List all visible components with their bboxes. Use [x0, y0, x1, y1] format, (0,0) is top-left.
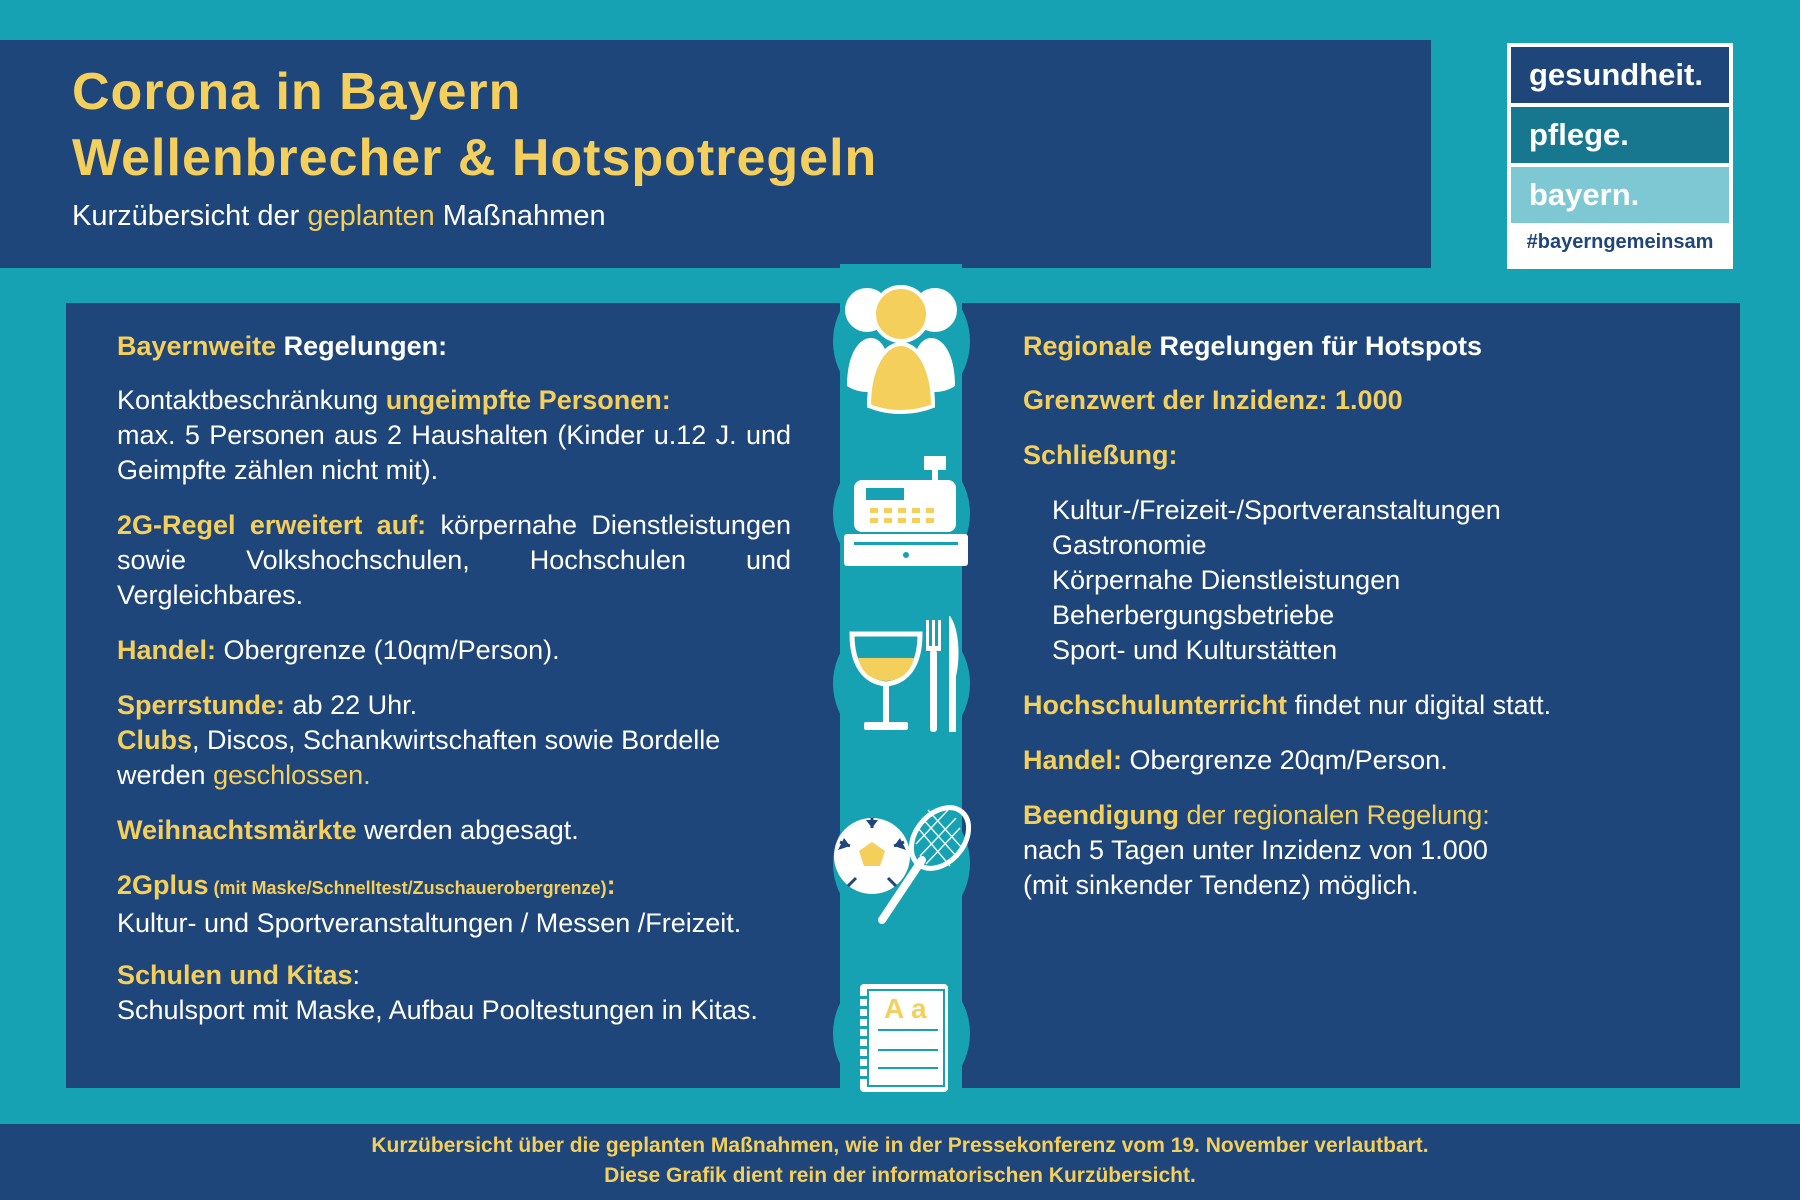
cash-register-icon — [840, 456, 972, 568]
clubs-end: . — [363, 760, 371, 790]
schulen-colon: : — [352, 960, 361, 990]
subtitle-after: Maßnahmen — [434, 200, 606, 232]
weihnachtsmaerkte-highlight: Weihnachtsmärkte — [117, 815, 357, 845]
notebook-icon — [854, 982, 954, 1094]
right-handel-highlight: Handel: — [1023, 745, 1123, 775]
clubs-highlight: Clubs — [117, 725, 193, 755]
kontakt-body: max. 5 Personen aus 2 Haushalten (Kinder u.12 J. und Geimpfte zählen nicht mit). — [117, 420, 791, 485]
logo-bayern: bayern. — [1511, 167, 1729, 223]
beendigung-body-2: (mit sinkender Tendenz) möglich. — [1023, 870, 1419, 900]
left-heading-highlight: Bayernweite — [117, 331, 277, 361]
regel-2g-block — [117, 508, 791, 613]
subtitle — [72, 200, 606, 233]
hochschul-block — [1023, 688, 1643, 723]
weihnachtsmaerkte-body: werden abgesagt. — [356, 815, 579, 845]
schulen-block — [117, 958, 791, 1028]
ministry-logo — [1507, 43, 1733, 269]
schulen-highlight: Schulen und Kitas — [117, 960, 353, 990]
schliessung-heading: Schließung: — [1023, 440, 1178, 470]
left-heading-rest: Regelungen: — [276, 331, 448, 361]
footer-line-1: Kurzübersicht über die geplanten Maßnahmen, wie in der Pressekonferenz vom 19. November verlautbart. — [371, 1134, 1429, 1157]
2gplus-note: (mit Maske/Schnelltest/Zuschauerobergrenze) — [208, 878, 607, 898]
people-icon — [835, 276, 967, 416]
list-item: Körpernahe Dienstleistungen — [1052, 565, 1401, 595]
beendigung-block — [1023, 798, 1643, 903]
schulen-body: Schulsport mit Maske, Aufbau Pooltestungen in Kitas. — [117, 995, 758, 1025]
clubs-body: , Discos, Schankwirtschaften sowie Bordelle werden — [117, 725, 721, 790]
right-heading-rest: Regelungen für Hotspots — [1152, 331, 1483, 361]
right-handel-block — [1023, 743, 1643, 778]
footer-line-2: Diese Grafik dient rein der informatorischen Kurzübersicht. — [604, 1164, 1196, 1187]
subtitle-highlight: geplanten — [307, 200, 435, 232]
right-heading-highlight: Regionale — [1023, 331, 1153, 361]
regel-2g-highlight: 2G-Regel erweitert auf: — [117, 510, 427, 540]
sperrstunde-body: ab 22 Uhr. — [285, 690, 418, 720]
regel-2g-body: körpernahe Dienstleistungen sowie Volkshochschulen, Hochschulen und Vergleichbares. — [117, 510, 791, 610]
clubs-closed: geschlossen — [213, 760, 364, 790]
hochschul-highlight: Hochschulunterricht — [1023, 690, 1288, 720]
2gplus-highlight: 2Gplus — [117, 870, 209, 900]
list-item: Kultur-/Freizeit-/Sportveranstaltungen — [1052, 495, 1501, 525]
left-heading — [117, 329, 791, 364]
logo-pflege: pflege. — [1511, 107, 1729, 163]
kontakt-label: Kontaktbeschränkung — [117, 385, 386, 415]
gastronomy-icon — [838, 612, 968, 742]
header-banner — [0, 40, 1431, 268]
right-handel-body: Obergrenze 20qm/Person. — [1122, 745, 1448, 775]
right-heading — [1023, 329, 1643, 364]
2gplus-block — [117, 868, 791, 941]
footer-banner — [0, 1124, 1800, 1200]
2gplus-colon: : — [606, 870, 616, 900]
beendigung-highlight: Beendigung — [1023, 800, 1179, 830]
sports-icon — [830, 798, 975, 934]
sperrstunde-block — [117, 688, 791, 793]
list-item: Sport- und Kulturstätten — [1052, 635, 1338, 665]
logo-gesundheit: gesundheit. — [1511, 47, 1729, 103]
list-item: Gastronomie — [1052, 530, 1207, 560]
weihnachtsmaerkte-block — [117, 813, 791, 848]
logo-hashtag: #bayerngemeinsam — [1526, 231, 1714, 253]
hochschul-body: findet nur digital statt. — [1287, 690, 1552, 720]
title-line-2: Wellenbrecher & Hotspotregeln — [72, 129, 878, 187]
handel-block — [117, 633, 791, 668]
handel-highlight: Handel: — [117, 635, 217, 665]
kontakt-highlight: ungeimpfte Personen: — [385, 385, 671, 415]
beendigung-rest: der regionalen Regelung: — [1179, 800, 1490, 830]
schliessung-list — [1052, 493, 1501, 668]
subtitle-before: Kurzübersicht der — [72, 200, 308, 232]
handel-body: Obergrenze (10qm/Person). — [216, 635, 560, 665]
notebook-letters: A a — [884, 993, 927, 1024]
kontakt-block — [117, 383, 791, 488]
sperrstunde-highlight: Sperrstunde: — [117, 690, 286, 720]
title-line-1: Corona in Bayern — [72, 63, 522, 121]
beendigung-body-1: nach 5 Tagen unter Inzidenz von 1.000 — [1023, 835, 1488, 865]
2gplus-body: Kultur- und Sportveranstaltungen / Messen /Freizeit. — [117, 908, 742, 938]
grenzwert: Grenzwert der Inzidenz: 1.000 — [1023, 385, 1403, 415]
list-item: Beherbergungsbetriebe — [1052, 600, 1335, 630]
